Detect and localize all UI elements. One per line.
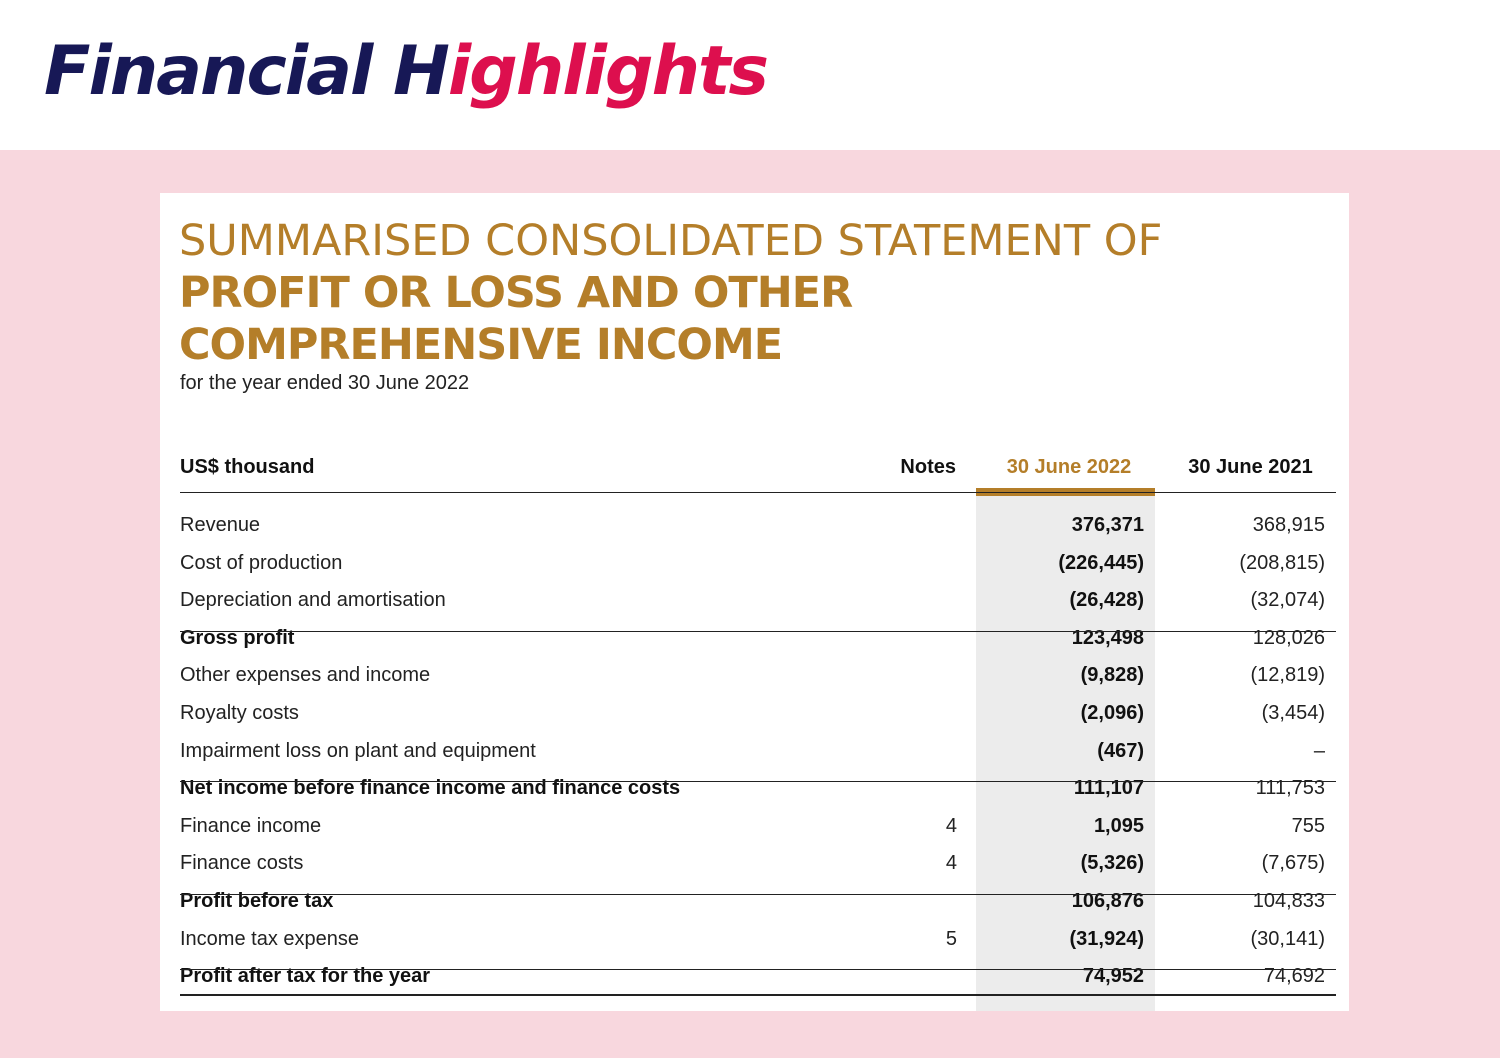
row-current-value: (26,428)	[1069, 589, 1144, 612]
row-current-value: (31,924)	[1069, 927, 1144, 950]
row-prior-value: –	[1313, 739, 1325, 762]
row-prior-value: 74,692	[1263, 965, 1325, 988]
row-label: Profit after tax for the year	[180, 965, 431, 988]
row-label: Gross profit	[180, 626, 295, 649]
row-prior-value: 104,833	[1252, 890, 1325, 912]
row-current-value: (467)	[1097, 739, 1144, 762]
row-note: 4	[945, 852, 957, 875]
row-label: Other expenses and income	[180, 664, 431, 687]
table-row	[180, 770, 1336, 806]
table-row	[180, 733, 1336, 769]
table-row	[180, 883, 1336, 919]
row-label: Income tax expense	[180, 927, 359, 950]
title-part-ighlights: ighlights	[447, 32, 767, 111]
table-row	[180, 582, 1336, 618]
row-label: Finance income	[180, 814, 322, 837]
page-title	[44, 32, 767, 111]
header-rule	[180, 492, 1336, 493]
row-current-value: (9,828)	[1080, 664, 1144, 687]
statement-heading-line-1: SUMMARISED CONSOLIDATED STATEMENT OF	[179, 216, 1163, 266]
row-current-value: 74,952	[1082, 965, 1144, 988]
row-prior-value: 755	[1291, 814, 1325, 837]
row-label: Cost of production	[180, 551, 343, 574]
header-current-year: 30 June 2022	[1006, 456, 1132, 478]
row-current-value: 106,876	[1071, 890, 1144, 912]
subtotal-rule	[180, 894, 1336, 895]
row-prior-value: (3,454)	[1261, 702, 1325, 724]
row-prior-value: (30,141)	[1250, 927, 1325, 950]
row-note: 5	[945, 927, 957, 950]
row-prior-value: (7,675)	[1261, 852, 1325, 875]
row-current-value: (2,096)	[1080, 702, 1144, 724]
row-label: Finance costs	[180, 852, 304, 875]
statement-subtitle: for the year ended 30 June 2022	[180, 372, 470, 394]
row-current-value: (226,445)	[1058, 551, 1144, 574]
table-row	[180, 657, 1336, 693]
row-label: Royalty costs	[180, 702, 299, 724]
row-prior-value: (208,815)	[1239, 551, 1325, 574]
row-current-value: 1,095	[1093, 814, 1144, 837]
row-prior-value: 111,753	[1255, 777, 1325, 800]
table-row	[180, 845, 1336, 881]
table-row	[180, 958, 1336, 994]
row-label: Net income before finance income and finance costs	[180, 777, 681, 800]
row-prior-value: 368,915	[1252, 514, 1325, 536]
row-note: 4	[945, 814, 957, 837]
row-prior-value: 128,026	[1252, 626, 1325, 649]
row-label: Depreciation and amortisation	[180, 589, 446, 612]
header-notes: Notes	[900, 456, 956, 478]
row-label: Revenue	[180, 514, 261, 536]
title-letter-h: H	[392, 32, 448, 111]
row-prior-value: (12,819)	[1250, 664, 1325, 687]
table-bottom-rule	[180, 994, 1336, 996]
row-label: Profit before tax	[180, 890, 334, 912]
table-row	[180, 695, 1336, 731]
row-current-value: 376,371	[1071, 514, 1144, 536]
row-current-value: 111,107	[1073, 777, 1144, 800]
header-prior-year: 30 June 2021	[1188, 456, 1313, 478]
table-row	[180, 545, 1336, 581]
table-row	[180, 507, 1336, 543]
statement-heading-line-3: COMPREHENSIVE INCOME	[179, 320, 783, 370]
subtotal-rule	[180, 631, 1336, 632]
title-part-financial: Financial	[44, 32, 393, 111]
statement-heading-line-2: PROFIT OR LOSS AND OTHER	[179, 268, 853, 318]
table-row	[180, 921, 1336, 957]
subtotal-rule	[180, 969, 1336, 970]
subtotal-rule	[180, 781, 1336, 782]
row-current-value: (5,326)	[1080, 852, 1144, 875]
table-row	[180, 808, 1336, 844]
table-row	[180, 620, 1336, 656]
row-prior-value: (32,074)	[1250, 589, 1325, 612]
header-currency-label: US$ thousand	[180, 456, 315, 478]
row-label: Impairment loss on plant and equipment	[180, 739, 536, 762]
row-current-value: 123,498	[1071, 626, 1144, 649]
